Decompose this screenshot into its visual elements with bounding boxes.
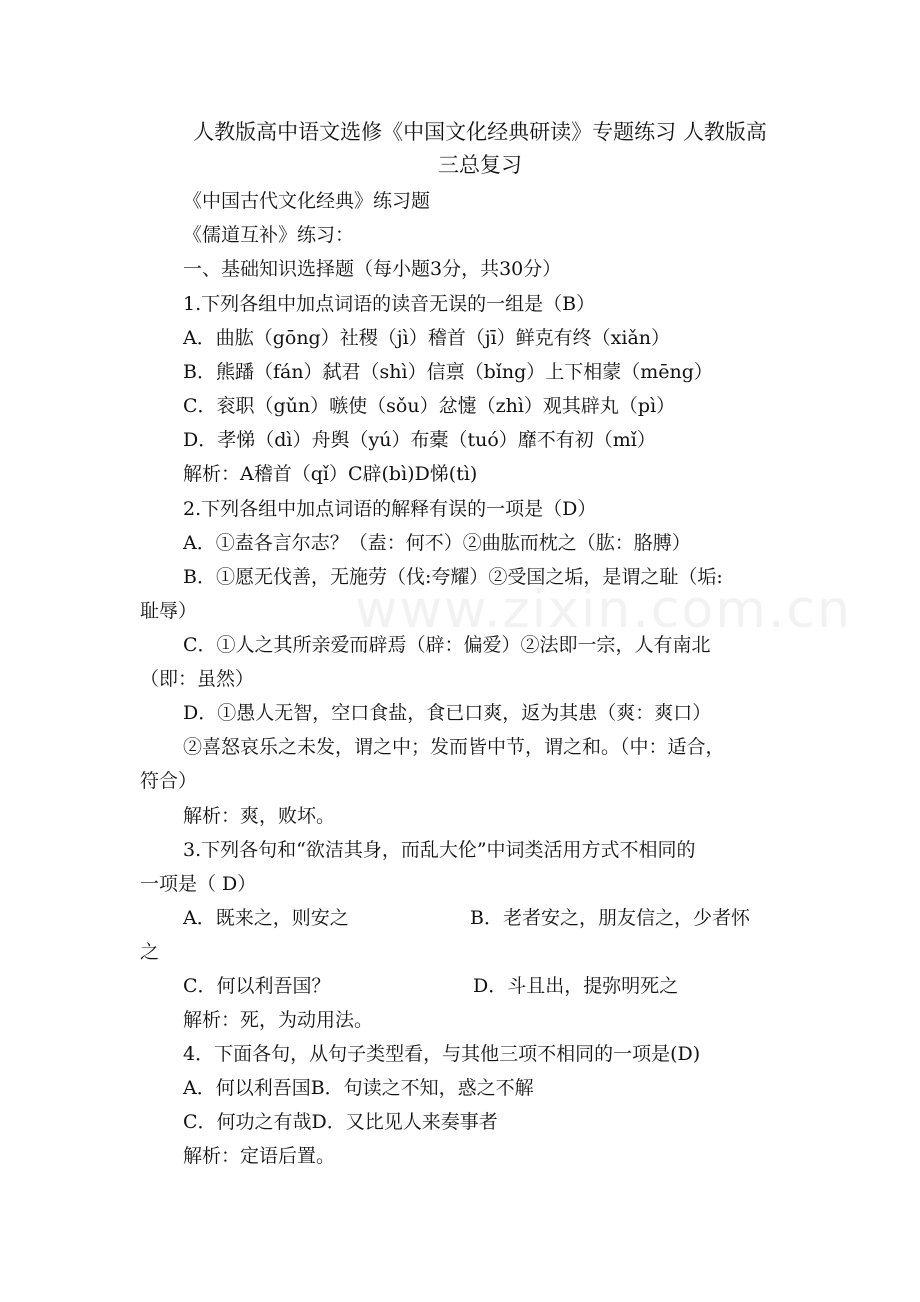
q2-option-d-part2: ②喜怒哀乐之未发，谓之中；发而皆中节，谓之和。（中：适合， [183, 736, 725, 758]
q1-analysis: 解析：A稽首（qǐ）C辟(bì)D悌(tì) [183, 463, 478, 485]
q2-option-c: C．①人之其所亲爱而辟焉（辟：偏爱）②法即一宗，人有南北 [183, 634, 711, 656]
section-heading: 《中国古代文化经典》练习题 [183, 190, 431, 212]
question-3-cont: 一项是（ D） [140, 873, 257, 895]
q3-option-a: A．既来之，则安之 [183, 907, 349, 929]
q4-option-cd: C．何功之有哉D．又比见人来奏事者 [183, 1111, 498, 1133]
q2-option-d-cont: 符合） [140, 770, 198, 792]
document-title-line-1: 人教版高中语文选修《中国文化经典研读》专题练习 人教版高 [193, 120, 767, 144]
question-3: 3.下列各句和“欲洁其身，而乱大伦”中词类活用方式不相同的 [183, 839, 696, 861]
q1-option-c: C．衮职（gǔn）嗾使（sǒu）忿懥（zhì）观其辟丸（pì） [183, 395, 676, 417]
q4-option-ab: A．何以利吾国B．句读之不知，惑之不解 [183, 1077, 534, 1099]
document-title-line-2: 三总复习 [438, 153, 522, 177]
q2-option-d: D．①愚人无智，空口食盐，食已口爽，返为其患（爽：爽口） [183, 702, 712, 724]
q1-option-d: D．孝悌（dì）舟舆（yú）布橐（tuó）靡不有初（mǐ） [183, 429, 656, 451]
q2-option-b: B．①愿无伐善，无施劳（伐:夸耀）②受国之垢，是谓之耻（垢: [183, 566, 723, 588]
q2-analysis: 解析：爽，败坏。 [183, 805, 336, 827]
part-heading: 一、基础知识选择题（每小题3分，共30分） [183, 258, 562, 280]
q2-option-b-cont: 耻辱） [140, 600, 198, 622]
q2-option-a: A．①盍各言尔志？（盍：何不）②曲肱而枕之（肱：胳膊） [183, 532, 691, 554]
question-1: 1.下列各组中加点词语的读音无误的一组是（B） [183, 293, 596, 315]
q1-option-b: B．熊蹯（fán）弑君（shì）信禀（bǐng）上下相蒙（mēng） [183, 361, 713, 383]
q3-option-c: C．何以利吾国？ [183, 975, 331, 997]
subsection-heading: 《儒道互补》练习： [183, 224, 355, 246]
q2-option-c-cont: （即：虽然） [140, 668, 255, 690]
question-2: 2.下列各组中加点词语的解释有误的一项是（D） [183, 498, 597, 520]
q3-option-b-cont: 之 [140, 941, 160, 963]
watermark-text: www.zixin.com.cn [355, 580, 852, 640]
q3-option-d: D．斗且出，提弥明死之 [473, 975, 679, 997]
q1-option-a: A．曲肱（gōng）社稷（jì）稽首（jī）鲜克有终（xiǎn） [183, 327, 671, 349]
q4-analysis: 解析：定语后置。 [183, 1145, 336, 1167]
q3-analysis: 解析：死，为动用法。 [183, 1009, 374, 1031]
q3-option-b: B．老者安之，朋友信之，少者怀 [470, 907, 750, 929]
question-4: 4．下面各句，从句子类型看，与其他三项不相同的一项是(D) [183, 1043, 701, 1065]
